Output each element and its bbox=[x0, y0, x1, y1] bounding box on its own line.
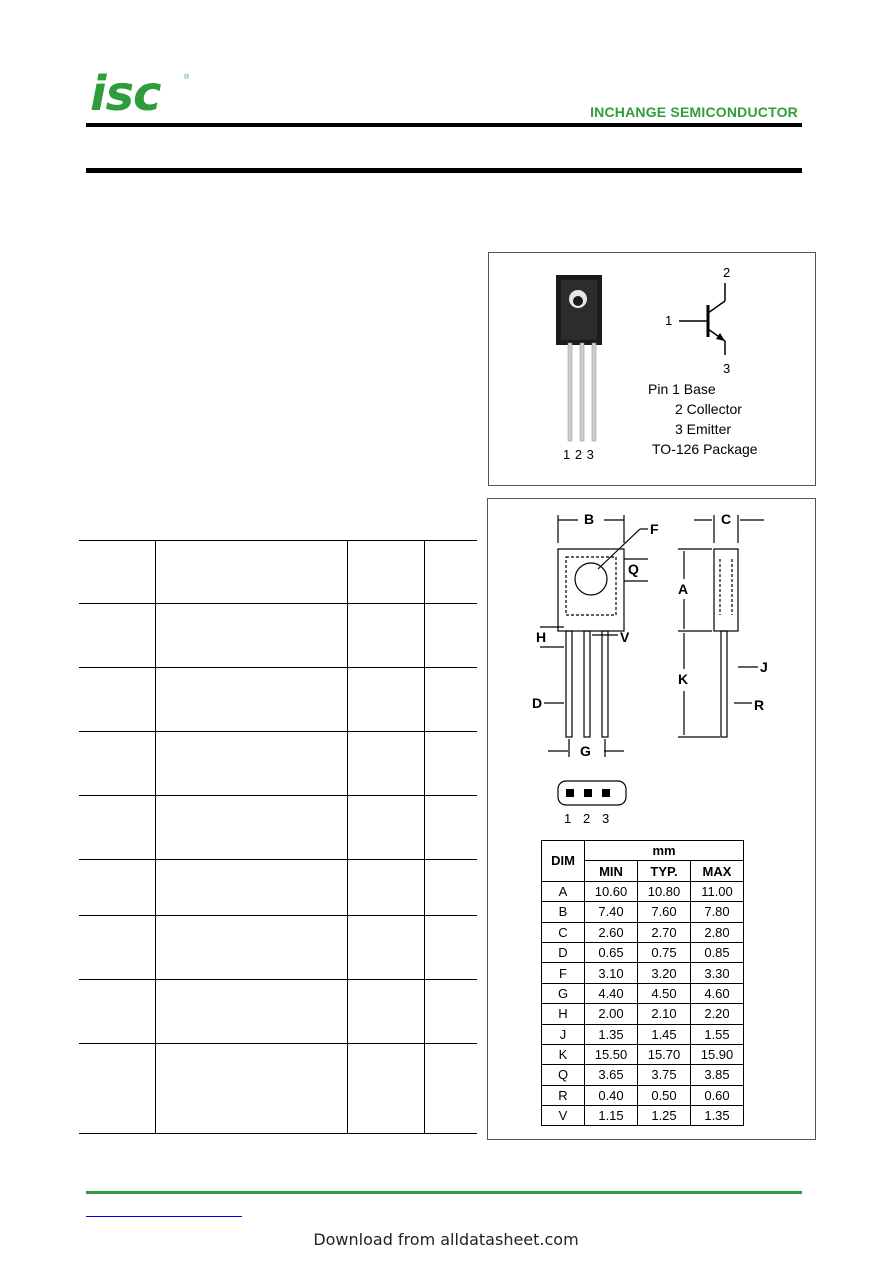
header-rule-thick bbox=[86, 168, 802, 173]
max-cell: 7.80 bbox=[691, 902, 744, 922]
dim-cell: K bbox=[542, 1044, 585, 1064]
bottom-pin-3: 3 bbox=[602, 811, 610, 826]
dim-label-k: K bbox=[678, 671, 689, 687]
table-rule bbox=[79, 540, 477, 541]
symbol-pin-3: 3 bbox=[723, 361, 731, 376]
symbol-pin-1: 1 bbox=[665, 313, 673, 328]
max-cell: 0.60 bbox=[691, 1085, 744, 1105]
table-rule bbox=[79, 1133, 477, 1134]
max-cell: 4.60 bbox=[691, 983, 744, 1003]
download-source: Download from alldatasheet.com bbox=[313, 1230, 579, 1249]
typ-cell: 3.20 bbox=[638, 963, 691, 983]
table-row bbox=[542, 1085, 744, 1105]
typ-cell: 1.25 bbox=[638, 1106, 691, 1126]
company-logo: isc bbox=[90, 66, 161, 122]
typ-cell: 4.50 bbox=[638, 983, 691, 1003]
dim-cell: G bbox=[542, 983, 585, 1003]
table-column-rule bbox=[347, 540, 348, 1134]
header-rule bbox=[86, 123, 802, 127]
table-row bbox=[542, 1004, 744, 1024]
unit-header: mm bbox=[585, 841, 744, 861]
typ-cell: 15.70 bbox=[638, 1044, 691, 1064]
registered-mark: ® bbox=[184, 74, 190, 81]
table-column-rule bbox=[155, 540, 156, 1134]
company-name: INCHANGE SEMICONDUCTOR bbox=[590, 104, 798, 120]
table-rule bbox=[79, 1043, 477, 1044]
dim-label-r: R bbox=[754, 697, 765, 713]
footer-rule bbox=[86, 1191, 802, 1194]
dim-cell: J bbox=[542, 1024, 585, 1044]
col-typ: TYP. bbox=[638, 861, 691, 881]
dim-label-a: A bbox=[678, 581, 689, 597]
typ-cell: 2.10 bbox=[638, 1004, 691, 1024]
table-row bbox=[542, 922, 744, 942]
typ-cell: 10.80 bbox=[638, 881, 691, 901]
table-rule bbox=[79, 667, 477, 668]
table-row bbox=[542, 1044, 744, 1064]
dim-cell: F bbox=[542, 963, 585, 983]
min-cell: 0.65 bbox=[585, 942, 638, 962]
typ-cell: 3.75 bbox=[638, 1065, 691, 1085]
typ-cell: 0.75 bbox=[638, 942, 691, 962]
dim-label-f: F bbox=[650, 521, 659, 537]
max-cell: 11.00 bbox=[691, 881, 744, 901]
max-cell: 1.35 bbox=[691, 1106, 744, 1126]
dim-cell: Q bbox=[542, 1065, 585, 1085]
min-cell: 1.15 bbox=[585, 1106, 638, 1126]
footer-link-underline[interactable] bbox=[86, 1216, 242, 1217]
typ-cell: 2.70 bbox=[638, 922, 691, 942]
min-cell: 1.35 bbox=[585, 1024, 638, 1044]
table-rule bbox=[79, 979, 477, 980]
bottom-pin-1: 1 bbox=[564, 811, 572, 826]
typ-cell: 0.50 bbox=[638, 1085, 691, 1105]
dim-cell: D bbox=[542, 942, 585, 962]
dimension-table-body bbox=[542, 881, 744, 1126]
dim-label-g: G bbox=[580, 743, 591, 759]
dim-header: DIM bbox=[542, 841, 585, 882]
symbol-pin-2: 2 bbox=[723, 265, 731, 280]
max-cell: 15.90 bbox=[691, 1044, 744, 1064]
dim-label-c: C bbox=[721, 511, 732, 527]
dim-cell: R bbox=[542, 1085, 585, 1105]
min-cell: 3.65 bbox=[585, 1065, 638, 1085]
table-row bbox=[542, 1065, 744, 1085]
col-max: MAX bbox=[691, 861, 744, 881]
max-cell: 2.20 bbox=[691, 1004, 744, 1024]
pin-legend-emitter: 3 Emitter bbox=[675, 421, 732, 437]
min-cell: 10.60 bbox=[585, 881, 638, 901]
table-row bbox=[542, 1106, 744, 1126]
dim-cell: B bbox=[542, 902, 585, 922]
min-cell: 4.40 bbox=[585, 983, 638, 1003]
min-cell: 15.50 bbox=[585, 1044, 638, 1064]
dim-label-v: V bbox=[620, 629, 630, 645]
table-row bbox=[542, 963, 744, 983]
dim-label-d: D bbox=[532, 695, 543, 711]
max-cell: 1.55 bbox=[691, 1024, 744, 1044]
dim-cell: V bbox=[542, 1106, 585, 1126]
package-pin-labels: 1 2 3 bbox=[563, 447, 594, 462]
dim-label-h: H bbox=[536, 629, 547, 645]
package-name: TO-126 Package bbox=[652, 441, 758, 457]
table-row bbox=[542, 881, 744, 901]
dim-label-q: Q bbox=[628, 561, 639, 577]
dim-cell: C bbox=[542, 922, 585, 942]
spec-table-grid bbox=[79, 540, 477, 1134]
max-cell: 3.85 bbox=[691, 1065, 744, 1085]
table-rule bbox=[79, 915, 477, 916]
dimension-table bbox=[541, 840, 744, 1126]
max-cell: 0.85 bbox=[691, 942, 744, 962]
dim-cell: A bbox=[542, 881, 585, 901]
dim-label-j: J bbox=[760, 659, 768, 675]
bottom-pin-2: 2 bbox=[583, 811, 591, 826]
pinout-panel bbox=[488, 252, 816, 486]
table-row bbox=[542, 983, 744, 1003]
min-cell: 3.10 bbox=[585, 963, 638, 983]
max-cell: 2.80 bbox=[691, 922, 744, 942]
min-cell: 2.00 bbox=[585, 1004, 638, 1024]
col-min: MIN bbox=[585, 861, 638, 881]
dim-label-b: B bbox=[584, 511, 595, 527]
table-rule bbox=[79, 795, 477, 796]
max-cell: 3.30 bbox=[691, 963, 744, 983]
table-rule bbox=[79, 603, 477, 604]
dim-cell: H bbox=[542, 1004, 585, 1024]
table-row bbox=[542, 902, 744, 922]
table-rule bbox=[79, 859, 477, 860]
pin-legend-base: Pin 1 Base bbox=[648, 381, 716, 397]
typ-cell: 1.45 bbox=[638, 1024, 691, 1044]
table-row bbox=[542, 1024, 744, 1044]
min-cell: 2.60 bbox=[585, 922, 638, 942]
typ-cell: 7.60 bbox=[638, 902, 691, 922]
table-column-rule bbox=[424, 540, 425, 1134]
table-row bbox=[542, 942, 744, 962]
pin-legend-collector: 2 Collector bbox=[675, 401, 742, 417]
min-cell: 7.40 bbox=[585, 902, 638, 922]
table-rule bbox=[79, 731, 477, 732]
min-cell: 0.40 bbox=[585, 1085, 638, 1105]
